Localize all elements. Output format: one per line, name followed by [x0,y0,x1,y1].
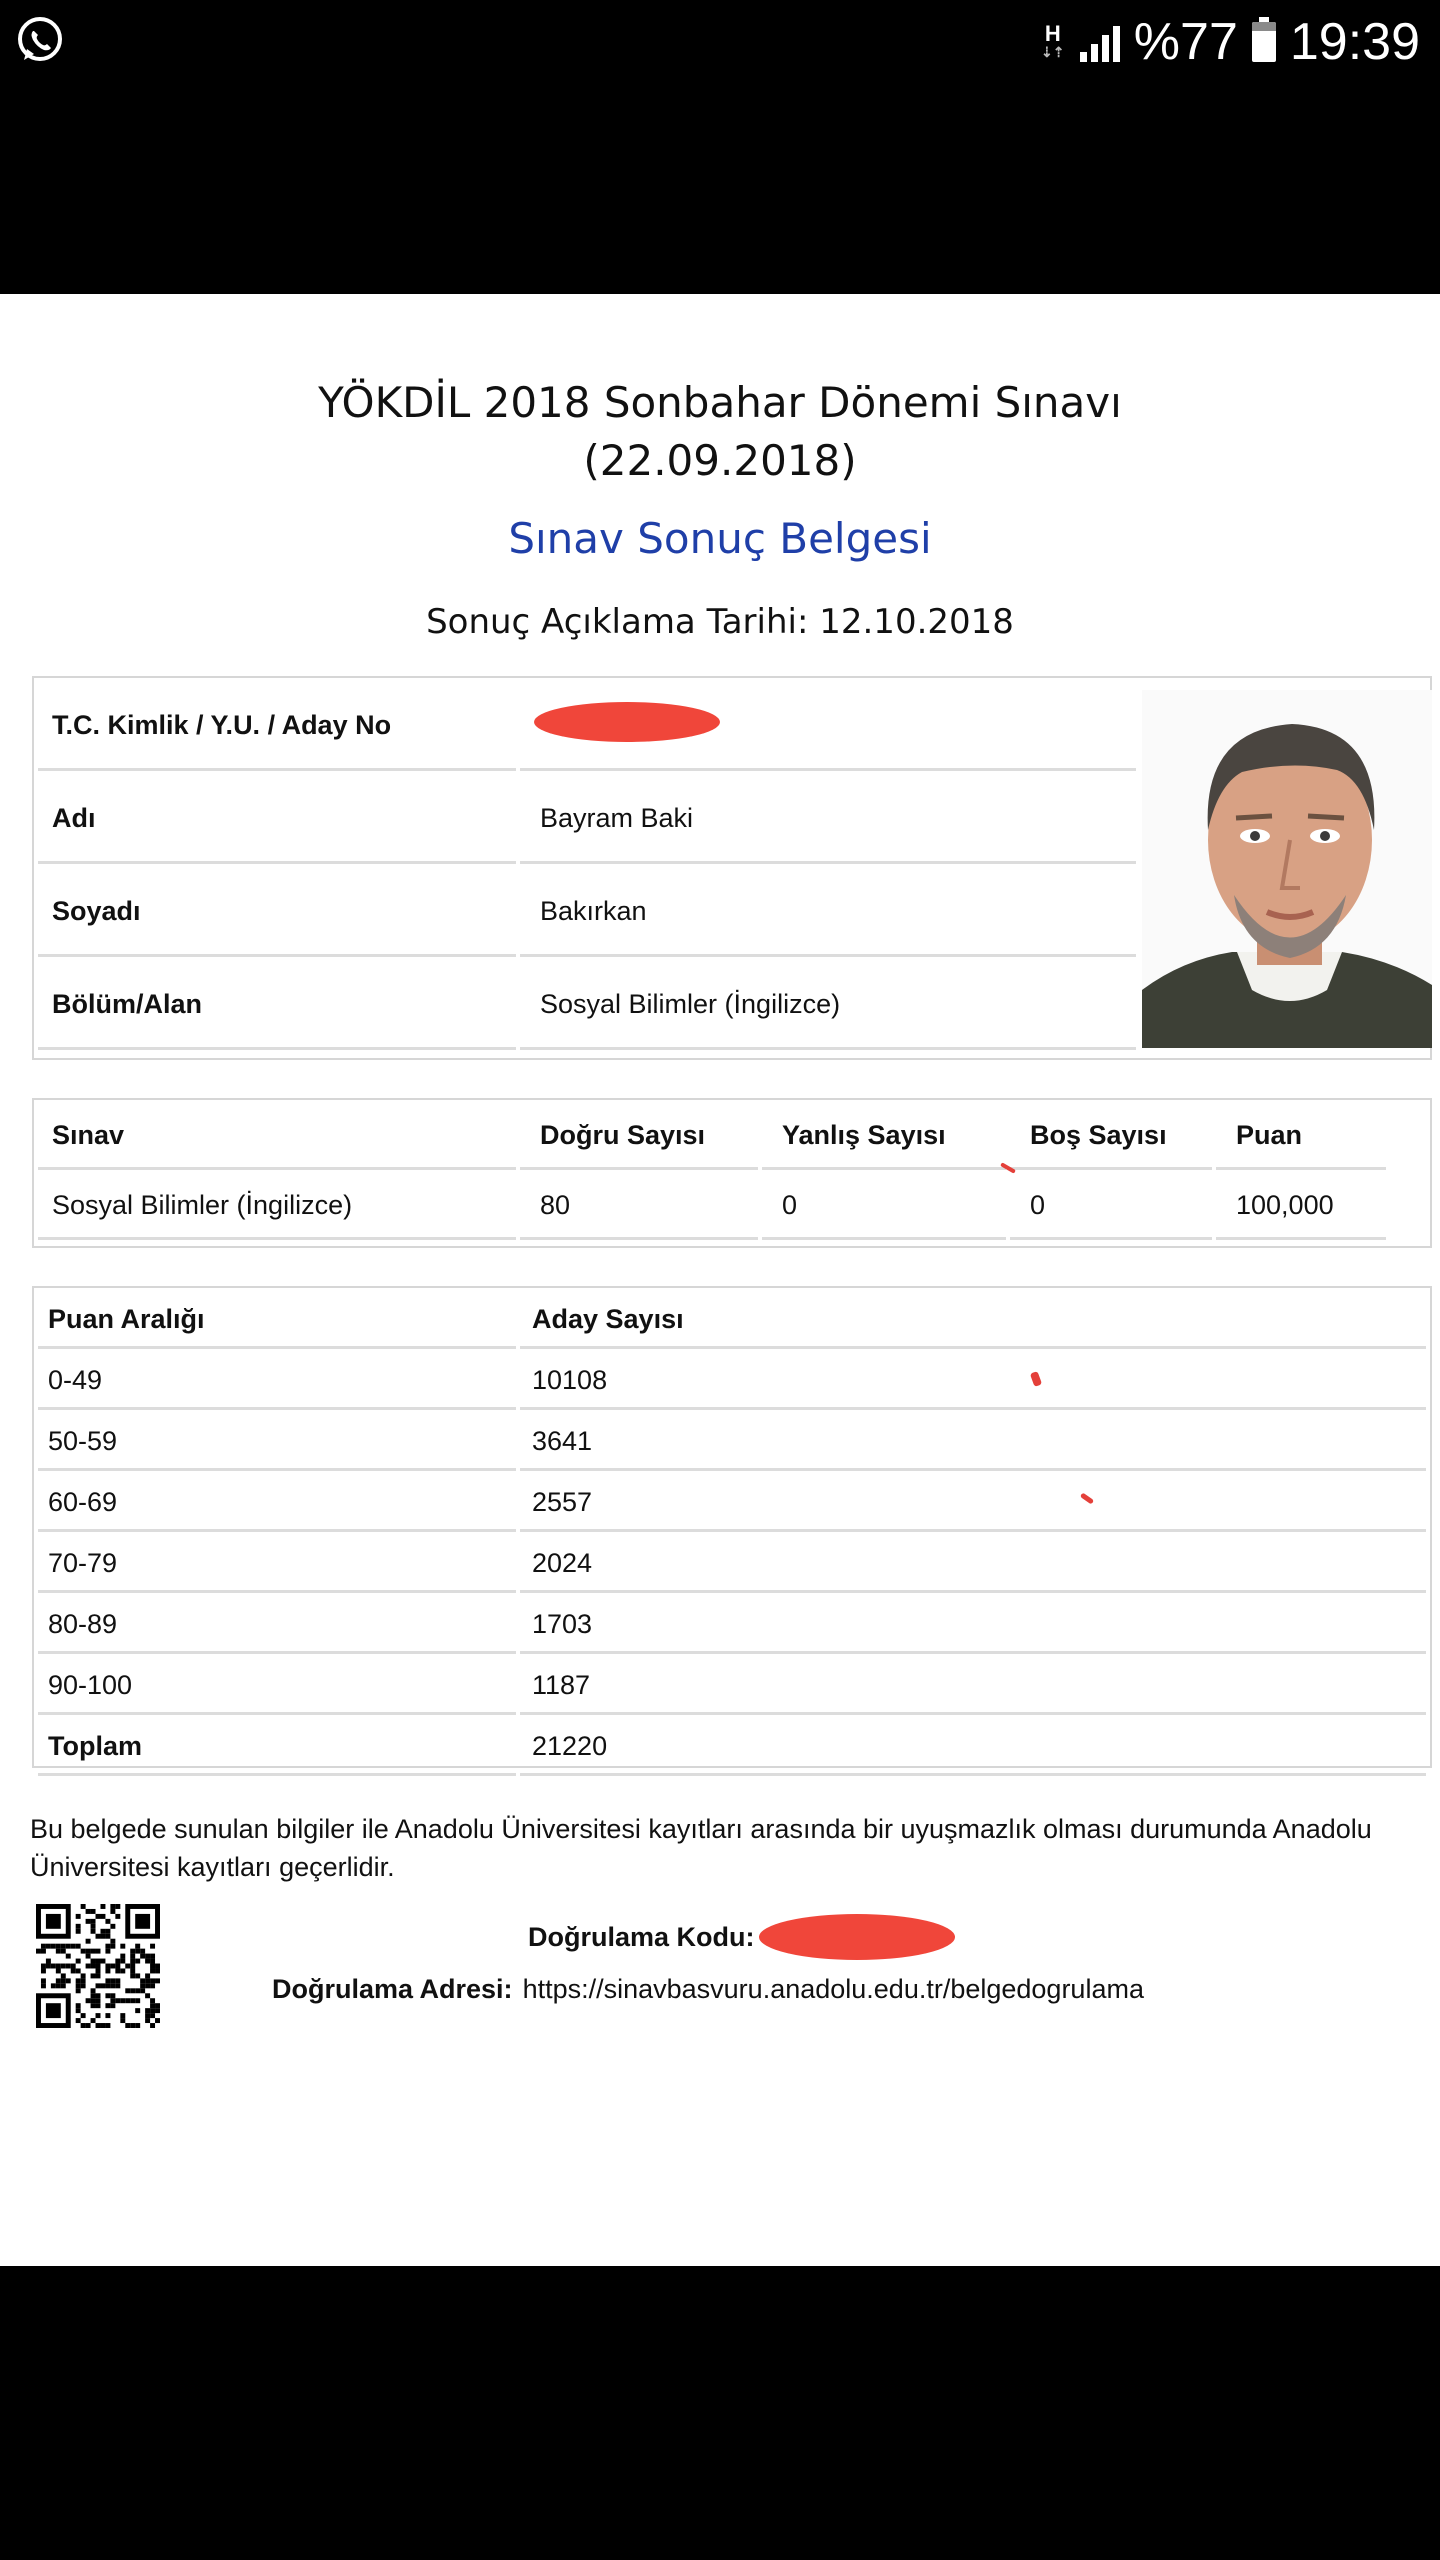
candidate-photo [1142,690,1432,1048]
correct-count-cell: 80 [520,1174,758,1240]
score-distribution-table [34,1288,1430,1780]
clock: 19:39 [1289,13,1420,71]
score-range-cell: 0-49 [38,1353,516,1410]
column-header-candidate-count: Aday Sayısı [520,1292,1426,1349]
id-label: T.C. Kimlik / Y.U. / Aday No [38,682,516,771]
signal-icon [1080,22,1120,62]
candidate-count-cell: 2557 [520,1475,1426,1532]
network-type-label: H [1044,21,1061,46]
candidate-count-cell: 1703 [520,1597,1426,1654]
signal-bar [1113,26,1120,62]
result-document [0,294,1440,2266]
table-row [38,868,1136,957]
table-header-row [38,1104,1386,1170]
table-row [38,1658,1426,1715]
surname-value: Bakırkan [520,868,1136,957]
exam-results-panel [32,1098,1432,1248]
field-label: Bölüm/Alan [38,961,516,1050]
score-distribution-panel [32,1286,1432,1768]
exam-title-line-1: YÖKDİL 2018 Sonbahar Dönemi Sınavı [318,378,1122,427]
signal-bar [1102,35,1109,62]
table-row [38,775,1136,864]
column-header-score-range: Puan Aralığı [38,1292,516,1349]
table-header-row [38,1292,1426,1349]
battery-icon [1252,22,1276,62]
verification-address [272,1974,1144,2005]
table-row [38,682,1136,771]
data-arrows-icon: ⇣⇡ [1041,44,1065,60]
signal-bar [1091,44,1098,62]
field-value: Sosyal Bilimler (İngilizce) [520,961,1136,1050]
candidate-count-cell: 10108 [520,1353,1426,1410]
table-row [38,1174,1386,1240]
disclaimer-text: Bu belgede sunulan bilgiler ile Anadolu Üniversitesi kayıtları arasında bir uyuşmazlık olması durumunda Anadolu Üniversitesi kayıtları geçerlidir. [30,1814,1372,1882]
verification-code [528,1914,955,1960]
first-name-label: Adı [38,775,516,864]
verification-code-label: Doğrulama Kodu: [528,1921,755,1952]
candidate-count-cell: 1187 [520,1658,1426,1715]
score-range-cell: 60-69 [38,1475,516,1532]
exam-results-table [34,1100,1390,1244]
score-range-cell: 80-89 [38,1597,516,1654]
battery-empty-portion [1252,22,1276,31]
score-range-cell: 70-79 [38,1536,516,1593]
personal-info-panel [32,676,1432,1060]
table-row [38,1414,1426,1471]
status-bar [0,0,1440,84]
table-row [38,1536,1426,1593]
blank-count-cell: 0 [1010,1174,1212,1240]
column-header-correct: Doğru Sayısı [520,1104,758,1170]
total-row [38,1719,1426,1776]
battery-percent: %77 [1133,13,1238,71]
first-name-value: Bayram Baki [520,775,1136,864]
qr-code[interactable] [36,1904,160,2028]
surname-label: Soyadı [38,868,516,957]
network-type-icon [1040,21,1066,60]
table-row [38,961,1136,1050]
exam-title [0,374,1440,490]
exam-title-line-2: (22.09.2018) [583,436,857,485]
score-range-cell: 50-59 [38,1414,516,1471]
table-row [38,1353,1426,1410]
score-range-cell: 90-100 [38,1658,516,1715]
exam-name-cell: Sosyal Bilimler (İngilizce) [38,1174,516,1240]
column-header-exam: Sınav [38,1104,516,1170]
score-cell: 100,000 [1216,1174,1386,1240]
column-header-wrong: Yanlış Sayısı [762,1104,1006,1170]
verification-address-link[interactable]: https://sinavbasvuru.anadolu.edu.tr/belgedogrulama [522,1974,1144,2004]
candidate-count-cell: 2024 [520,1536,1426,1593]
total-label: Toplam [38,1719,516,1776]
id-value [520,682,1136,771]
candidate-count-cell: 3641 [520,1414,1426,1471]
announcement-date: Sonuç Açıklama Tarihi: 12.10.2018 [426,602,1014,642]
column-header-score: Puan [1216,1104,1386,1170]
personal-info-table [34,678,1140,1054]
total-count: 21220 [520,1719,1426,1776]
table-row [38,1475,1426,1532]
verification-address-label: Doğrulama Adresi: [272,1974,513,2004]
redaction-mark [759,1914,955,1960]
whatsapp-icon[interactable] [14,14,66,66]
table-row [38,1597,1426,1654]
document-subtitle: Sınav Sonuç Belgesi [508,514,932,563]
wrong-count-cell: 0 [762,1174,1006,1240]
signal-bar [1080,52,1087,62]
column-header-blank: Boş Sayısı [1010,1104,1212,1170]
redaction-mark [534,702,720,742]
